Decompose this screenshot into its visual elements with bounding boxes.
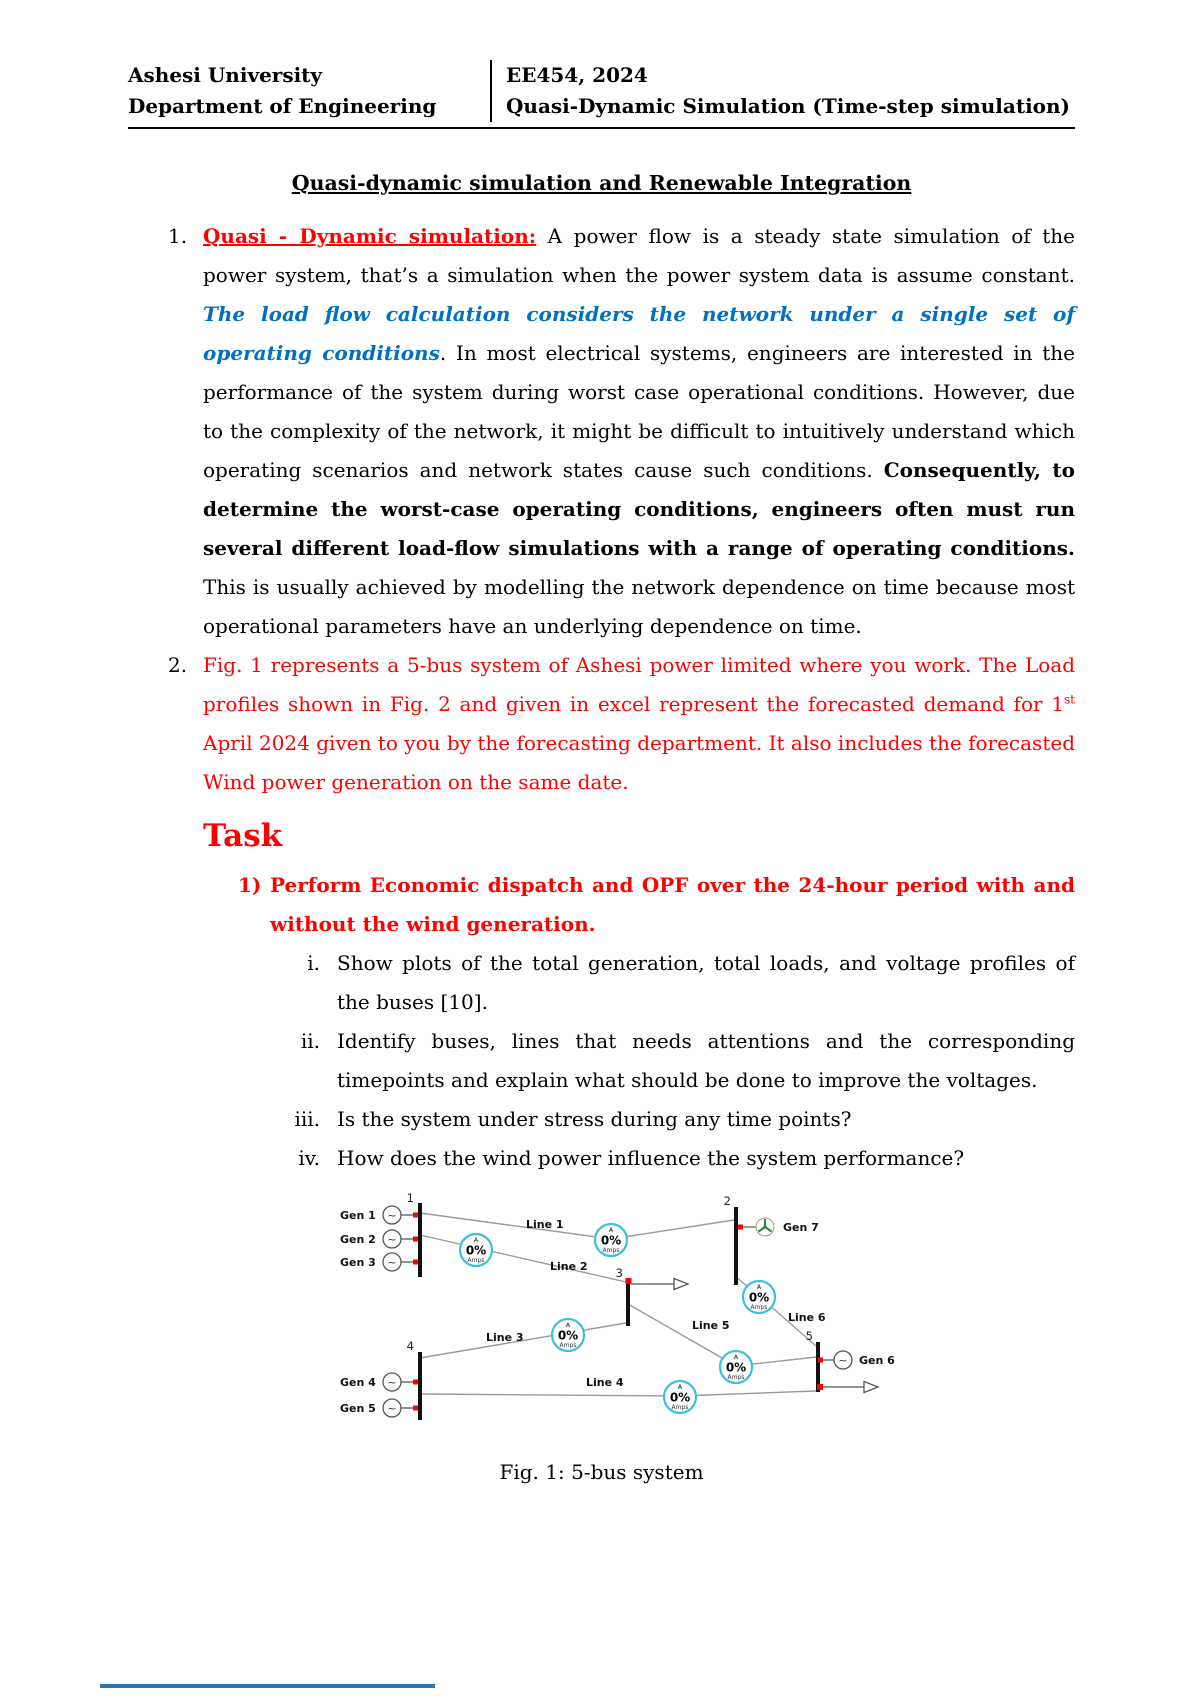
svg-text:Amps: Amps xyxy=(467,1257,485,1264)
list-item-1-number: 1. xyxy=(168,224,188,248)
document-header xyxy=(128,60,1075,122)
list-item-1 xyxy=(128,217,1075,646)
svg-text:~: ~ xyxy=(387,1376,397,1389)
list-item-2 xyxy=(128,646,1075,802)
line-4-path xyxy=(420,1391,816,1396)
subtask-iv xyxy=(128,1139,1075,1178)
bus-3-label: 3 xyxy=(615,1266,623,1280)
line-1-label: Line 1 xyxy=(526,1218,564,1231)
header-divider-rule xyxy=(128,127,1075,129)
subtask-iii-number: iii. xyxy=(294,1107,320,1131)
ammeter-line-5 xyxy=(720,1351,752,1383)
course-code: EE454, 2024 xyxy=(506,63,648,87)
subtask-iv-number: iv. xyxy=(298,1146,320,1170)
line-6-label: Line 6 xyxy=(788,1311,826,1324)
list-item-1-body xyxy=(203,217,1075,646)
line-3-label: Line 3 xyxy=(486,1331,524,1344)
task-item-1-number: 1) xyxy=(238,873,262,897)
svg-text:0%: 0% xyxy=(557,1328,579,1343)
figure-caption: Fig. 1: 5-bus system xyxy=(499,1460,704,1484)
gen-1-label: Gen 1 xyxy=(340,1209,376,1222)
subtask-ii xyxy=(128,1022,1075,1100)
item2-ordinal-superscript: st xyxy=(1064,692,1075,707)
load-bus-5 xyxy=(817,1382,878,1393)
breaker-square xyxy=(818,1358,823,1363)
breaker-square xyxy=(413,1380,418,1385)
svg-text:Amps: Amps xyxy=(671,1404,689,1411)
subtask-ii-text: Identify buses, lines that needs attentions and the corresponding timepoints and explain what should be done to improve the voltages. xyxy=(337,1029,1075,1092)
bus-4-label: 4 xyxy=(406,1339,414,1353)
item1-text-1: A power flow is a steady state simulation of the power system, that’s a simulation when the power system data is assume constant. xyxy=(203,224,1075,287)
svg-text:Amps: Amps xyxy=(559,1342,577,1349)
gen-3-label: Gen 3 xyxy=(340,1256,376,1269)
subtask-ii-number: ii. xyxy=(300,1029,320,1053)
line-1-path xyxy=(420,1213,734,1239)
bus-4-bar xyxy=(418,1352,422,1420)
5bus-diagram-svg xyxy=(328,1190,908,1442)
gen-3-group xyxy=(340,1253,418,1271)
svg-text:A: A xyxy=(473,1236,479,1244)
svg-text:~: ~ xyxy=(387,1233,397,1246)
svg-text:A: A xyxy=(565,1321,571,1329)
bus-1-label: 1 xyxy=(406,1191,414,1205)
gen-7-label: Gen 7 xyxy=(783,1221,819,1234)
subtask-i-text: Show plots of the total generation, total loads, and voltage profiles of the buses [10]. xyxy=(337,951,1075,1014)
numbered-list xyxy=(128,217,1075,802)
page-border-fragment xyxy=(100,1684,435,1688)
ammeter-line-6 xyxy=(743,1281,775,1313)
breaker-square xyxy=(413,1213,418,1218)
line-2-label: Line 2 xyxy=(550,1260,588,1273)
breaker-square xyxy=(817,1384,823,1390)
item1-blue-italic-text: The load flow calculation considers the network under a single set of operating conditions xyxy=(203,302,1075,365)
item2-text-1: Fig. 1 represents a 5-bus system of Ashesi power limited where you work. The Load profiles shown in Fig. 2 and given in excel represent the forecasted demand for 1 xyxy=(203,653,1075,716)
ammeter-line-1 xyxy=(595,1224,627,1256)
bus-3-bar xyxy=(626,1280,630,1326)
task-item-1 xyxy=(128,866,1075,944)
department-name: Department of Engineering xyxy=(128,94,437,118)
item1-text-3: This is usually achieved by modelling the network dependence on time because most operational parameters have an underlying dependence on time. xyxy=(203,575,1075,638)
task-section-heading: Task xyxy=(203,818,283,854)
breaker-square xyxy=(626,1278,632,1284)
load-bus-3 xyxy=(626,1278,689,1290)
subtask-iii-text: Is the system under stress during any time points? xyxy=(337,1107,852,1131)
header-left-cell xyxy=(128,60,490,122)
page-title: Quasi-dynamic simulation and Renewable Integration xyxy=(291,171,912,195)
gen-4-group xyxy=(340,1373,418,1391)
gen-7-group xyxy=(738,1218,819,1236)
gen-2-label: Gen 2 xyxy=(340,1233,376,1246)
svg-text:Amps: Amps xyxy=(727,1374,745,1381)
bus-1-bar xyxy=(418,1203,422,1277)
svg-text:A: A xyxy=(756,1283,762,1291)
ammeter-line-4 xyxy=(664,1381,696,1413)
svg-text:~: ~ xyxy=(387,1402,397,1415)
gen-6-group xyxy=(818,1351,895,1369)
gen-6-label: Gen 6 xyxy=(859,1354,895,1367)
figure-5bus-system-diagram xyxy=(328,1190,908,1446)
svg-text:0%: 0% xyxy=(465,1243,487,1258)
svg-text:0%: 0% xyxy=(725,1360,747,1375)
subtask-iv-text: How does the wind power influence the system performance? xyxy=(337,1146,965,1170)
breaker-square xyxy=(413,1260,418,1265)
list-item-2-body xyxy=(203,646,1075,802)
breaker-square xyxy=(413,1237,418,1242)
line-5-label: Line 5 xyxy=(692,1319,730,1332)
subtask-i-number: i. xyxy=(307,951,320,975)
load-arrow-icon xyxy=(864,1382,878,1393)
item2-text-2: April 2024 given to you by the forecasting department. It also includes the forecasted Wind power generation on the same date. xyxy=(203,731,1075,794)
item1-text-2: . In most electrical systems, engineers are interested in the performance of the system during worst case operational conditions. However, due to the complexity of the network, it might be difficult to intuitively understand which operating scenarios and network states cause such conditions. xyxy=(203,341,1075,482)
svg-text:Amps: Amps xyxy=(750,1304,768,1311)
item1-bold-text: Consequently, to determine the worst-case operating conditions, engineers often must run several different load-flow simulations with a range of operating conditions. xyxy=(203,458,1076,560)
course-topic: Quasi-Dynamic Simulation (Time-step simulation) xyxy=(506,94,1071,118)
ammeter-line-2 xyxy=(460,1234,492,1266)
bus-2-label: 2 xyxy=(723,1194,731,1208)
svg-text:0%: 0% xyxy=(669,1390,691,1405)
gen-5-group xyxy=(340,1399,418,1417)
university-name: Ashesi University xyxy=(128,63,323,87)
breaker-square xyxy=(413,1406,418,1411)
subtask-iii xyxy=(128,1100,1075,1139)
gen-4-label: Gen 4 xyxy=(340,1376,376,1389)
svg-text:~: ~ xyxy=(387,1256,397,1269)
load-arrow-icon xyxy=(674,1279,688,1290)
bus-2-bar xyxy=(734,1207,738,1285)
gen-5-label: Gen 5 xyxy=(340,1402,376,1415)
task-item-1-text: Perform Economic dispatch and OPF over the 24-hour period with and without the wind generation. xyxy=(270,873,1075,936)
ammeter-line-3 xyxy=(552,1319,584,1351)
svg-text:~: ~ xyxy=(387,1209,397,1222)
header-right-cell xyxy=(490,60,1075,122)
svg-text:A: A xyxy=(733,1353,739,1361)
gen-1-group xyxy=(340,1206,418,1224)
item1-lead-text: Quasi - Dynamic simulation: xyxy=(203,224,537,248)
svg-text:A: A xyxy=(677,1383,683,1391)
svg-text:A: A xyxy=(608,1226,614,1234)
breaker-square xyxy=(738,1225,743,1230)
bus-5-label: 5 xyxy=(805,1329,813,1343)
line-4-label: Line 4 xyxy=(586,1376,624,1389)
gen-2-group xyxy=(340,1230,418,1248)
svg-text:~: ~ xyxy=(838,1354,848,1367)
svg-text:0%: 0% xyxy=(748,1290,770,1305)
subtask-i xyxy=(128,944,1075,1022)
list-item-2-number: 2. xyxy=(168,653,188,677)
svg-text:Amps: Amps xyxy=(602,1247,620,1254)
svg-text:0%: 0% xyxy=(600,1233,622,1248)
